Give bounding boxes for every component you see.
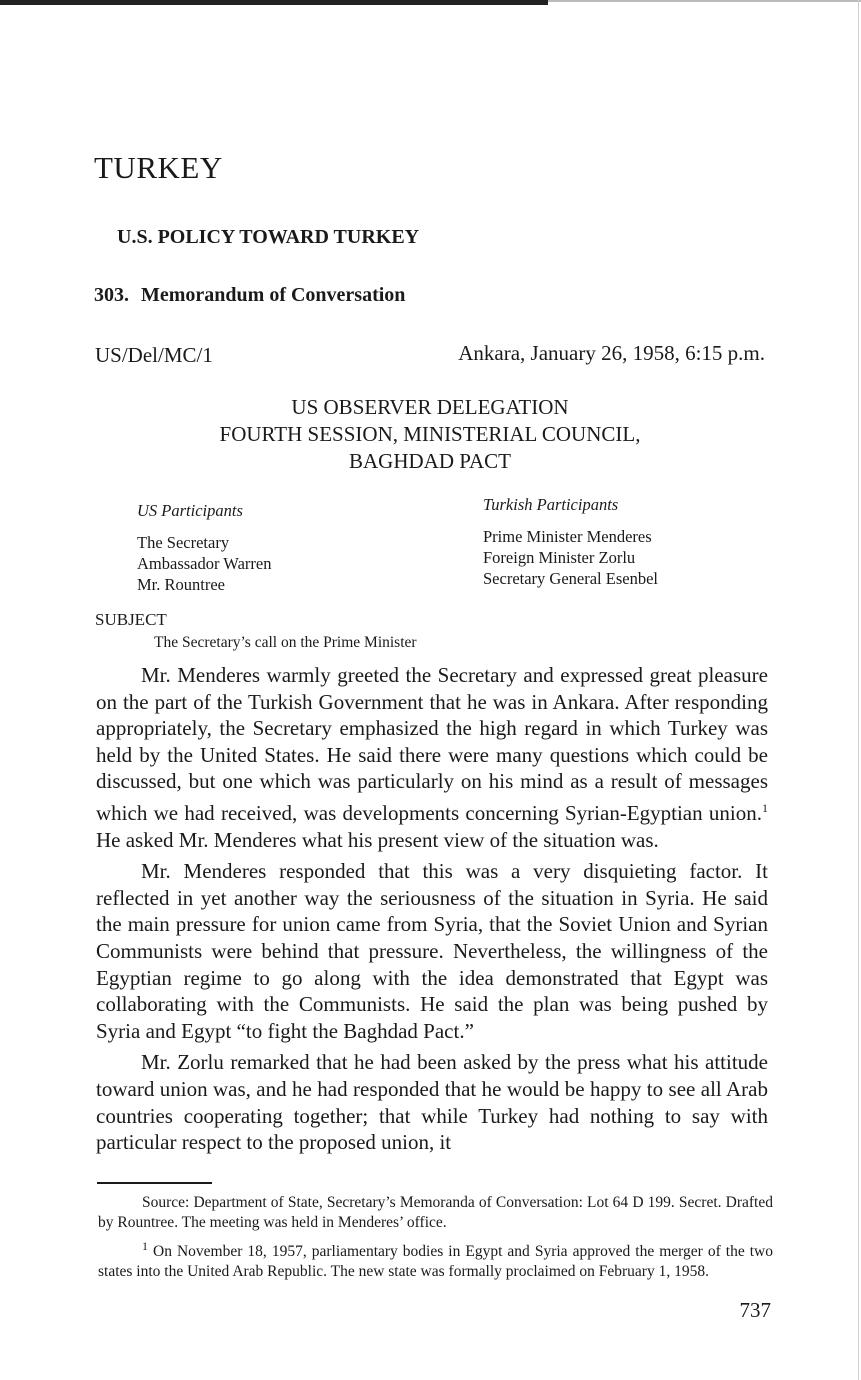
participant-name: Ambassador Warren <box>137 554 272 573</box>
footnote-rule <box>97 1182 212 1184</box>
country-heading: TURKEY <box>94 150 223 185</box>
participant-name: Prime Minister Menderes <box>483 527 652 546</box>
footnote-ref: 1 <box>762 800 768 815</box>
scan-edge-light <box>548 0 861 2</box>
participant-name: Secretary General Esenbel <box>483 569 658 588</box>
heading-line: US OBSERVER DELEGATION <box>291 395 569 419</box>
body-text-span: He asked Mr. Menderes what his present view of the situation was. <box>96 827 659 852</box>
memo-body <box>96 662 768 1161</box>
footnote-text: On November 18, 1957, parliamentary bodies in Egypt and Syria approved the merger of the two states into the United Arab Republic. The new state was formally proclaimed on February 1, 1958. <box>98 1243 773 1280</box>
subject-text: The Secretary’s call on the Prime Minister <box>154 634 417 651</box>
scan-edge-dark <box>0 0 548 5</box>
us-participants-header: US Participants <box>137 501 243 520</box>
page-number: 737 <box>739 1298 771 1322</box>
document-title <box>94 284 405 307</box>
footnotes <box>98 1193 773 1286</box>
participant-name: Foreign Minister Zorlu <box>483 548 636 567</box>
heading-line: BAGHDAD PACT <box>348 449 511 473</box>
body-text-span: Mr. Menderes warmly greeted the Secretary and expressed great pleasure on the part of the Turkish Government that he was in Ankara. After responding appropriately, the Secretary emphasized the high regard in which Turkey was held by the United States. He said there were many questions which could be discussed, but one which was particularly on his mind as a result of messages which we had received, was developments concerning Syrian-Egyptian union. <box>96 663 768 825</box>
body-paragraph <box>96 662 768 853</box>
delegation-heading <box>94 394 766 475</box>
participant-name: Mr. Rountree <box>137 575 225 594</box>
body-paragraph: Mr. Menderes responded that this was a very disquieting factor. It reflected in yet another way the seriousness of the situation in Syria. He said the main pressure for union came from Syria, that the Soviet Union and Syrian Communists were behind that pressure. Nevertheless, the willingness of the Egyptian regime to go along with the idea demonstrated that Egypt was collaborating with the Communists. He said the plan was being pushed by Syria and Egypt “to fight the Baghdad Pact.” <box>96 859 768 1043</box>
subject-label: SUBJECT <box>95 610 167 629</box>
topic-heading: U.S. POLICY TOWARD TURKEY <box>117 226 420 248</box>
page-edge <box>858 0 859 1380</box>
heading-line: FOURTH SESSION, MINISTERIAL COUNCIL, <box>219 422 641 446</box>
us-participants <box>137 500 271 595</box>
turkish-participants-header: Turkish Participants <box>483 495 619 514</box>
participant-name: The Secretary <box>137 533 230 552</box>
footnote-1 <box>98 1237 773 1281</box>
body-paragraph: Mr. Zorlu remarked that he had been asked by the press what his attitude toward union was, and he had responded that he would be happy to see all Arab countries cooperating together; that while Turkey had nothing to say with particular respect to the proposed union, it <box>96 1050 768 1155</box>
document-title-text: Memorandum of Conversation <box>141 284 406 306</box>
document-reference: US/Del/MC/1 <box>95 343 213 367</box>
footnote-mark: 1 <box>142 1239 148 1253</box>
turkish-participants <box>483 494 658 589</box>
document-number: 303. <box>94 284 129 306</box>
place-date: Ankara, January 26, 1958, 6:15 p.m. <box>458 341 765 365</box>
source-note: Source: Department of State, Secretary’s Memoranda of Conversation: Lot 64 D 199. Secret. Drafted by Rountree. The meeting was held in Menderes’ office. <box>98 1194 773 1231</box>
